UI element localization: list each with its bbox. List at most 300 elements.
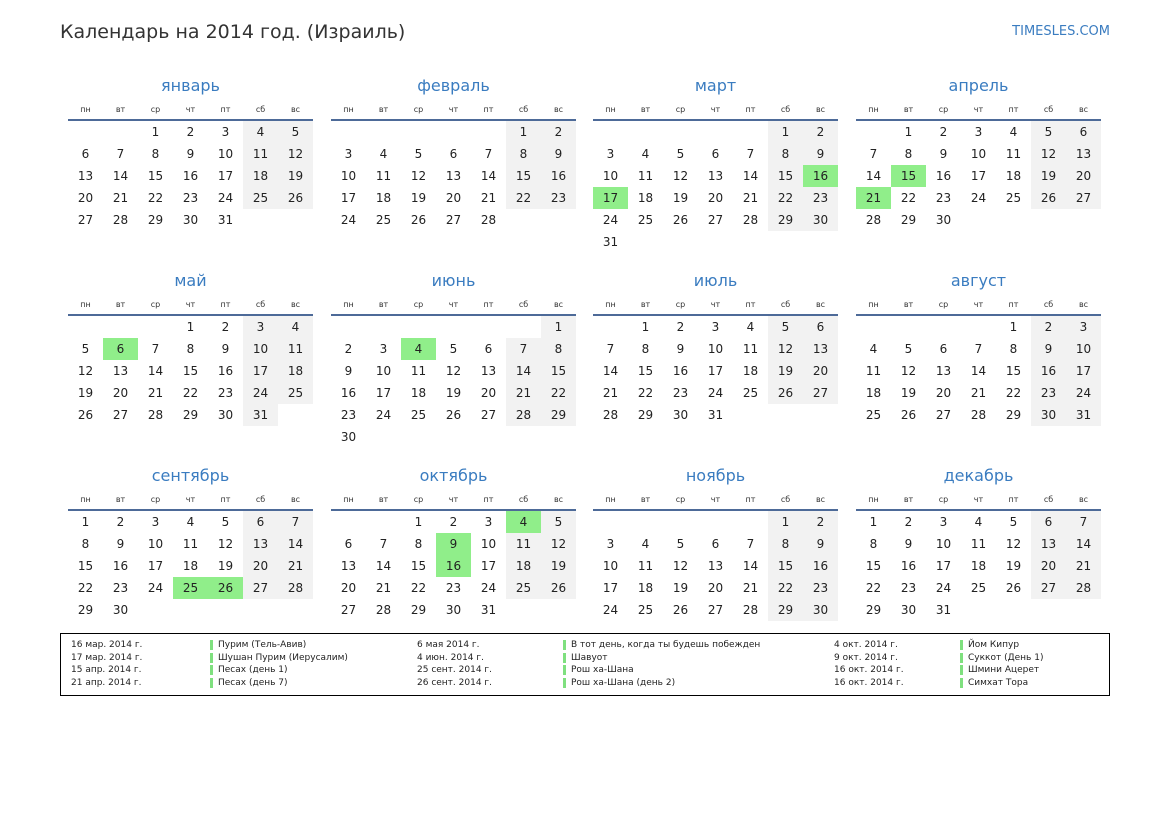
empty-day-cell: [138, 316, 173, 338]
month-name: сентябрь: [151, 466, 230, 485]
weekday-header-row: [68, 103, 313, 117]
empty-day-cell: [278, 209, 313, 231]
day-cell: 30: [935, 213, 952, 227]
day-cell: 20: [112, 386, 129, 400]
weekday-label: сб: [1043, 495, 1054, 504]
week-row: [68, 533, 313, 555]
day-cell: 3: [1066, 316, 1101, 338]
day-cell: 5: [904, 342, 913, 356]
day-cell: 27: [77, 213, 94, 227]
weekday-label: пт: [483, 300, 494, 309]
day-cell: 12: [672, 559, 689, 573]
empty-day-cell: [401, 121, 436, 143]
holiday-day-cell: 21: [856, 187, 891, 209]
weekday-label: пт: [220, 105, 231, 114]
empty-day-cell: [366, 426, 401, 448]
day-cell: 6: [711, 537, 720, 551]
month-block: [68, 269, 313, 455]
week-row: [593, 533, 838, 555]
weekday-header-row: [68, 493, 313, 507]
day-cell: 8: [1009, 342, 1018, 356]
weekday-label: пт: [1008, 105, 1019, 114]
day-cell: 8: [768, 143, 803, 165]
day-cell: 22: [182, 386, 199, 400]
holiday-marker: [960, 665, 963, 675]
legend-row: [834, 664, 1043, 677]
weekday-label: сб: [780, 300, 791, 309]
weekday-label: пт: [220, 300, 231, 309]
site-link[interactable]: TIMESLES.COM: [1012, 24, 1110, 39]
day-cell: 23: [445, 581, 462, 595]
weekday-label: сб: [255, 105, 266, 114]
day-cell: 5: [81, 342, 90, 356]
weekday-label: пн: [80, 105, 91, 114]
day-cell: 3: [606, 147, 615, 161]
week-row: [593, 338, 838, 360]
day-cell: 16: [900, 559, 917, 573]
day-cell: 8: [641, 342, 650, 356]
empty-day-cell: [891, 316, 926, 338]
day-cell: 17: [243, 360, 278, 382]
day-cell: 3: [939, 515, 948, 529]
weekday-header-row: [856, 493, 1101, 507]
day-cell: 7: [746, 147, 755, 161]
holiday-marker: [210, 665, 213, 675]
day-cell: 1: [1009, 320, 1018, 334]
week-row: [331, 338, 576, 360]
empty-day-cell: [996, 209, 1031, 231]
day-grid: [856, 121, 1101, 231]
day-cell: 25: [243, 187, 278, 209]
weekday-label: чт: [185, 300, 196, 309]
day-cell: 16: [1031, 360, 1066, 382]
weekday-label: ср: [150, 300, 161, 309]
holiday-day-cell: 16: [436, 555, 471, 577]
day-cell: 26: [1031, 187, 1066, 209]
day-cell: 4: [641, 537, 650, 551]
day-cell: 18: [243, 165, 278, 187]
day-cell: 24: [970, 191, 987, 205]
day-cell: 25: [637, 603, 654, 617]
day-cell: 16: [935, 169, 952, 183]
holiday-day-cell: 4: [401, 338, 436, 360]
day-cell: 26: [77, 408, 94, 422]
empty-day-cell: [961, 316, 996, 338]
day-cell: 20: [77, 191, 94, 205]
day-cell: 21: [506, 382, 541, 404]
holiday-name: Пурим (Тель-Авив): [218, 640, 307, 650]
weekday-label: сб: [518, 105, 529, 114]
weekday-label: вт: [378, 300, 389, 309]
month-block: [856, 74, 1101, 260]
weekday-label: чт: [185, 495, 196, 504]
day-cell: 15: [637, 364, 654, 378]
holiday-day-cell: 25: [173, 577, 208, 599]
empty-day-cell: [803, 404, 838, 426]
day-cell: 15: [541, 360, 576, 382]
day-cell: 5: [676, 147, 685, 161]
week-row: [68, 209, 313, 231]
holiday-name: В тот день, когда ты будешь побежден: [571, 640, 761, 650]
day-cell: 15: [182, 364, 199, 378]
day-cell: 2: [676, 320, 685, 334]
day-cell: 29: [1005, 408, 1022, 422]
day-cell: 24: [480, 581, 497, 595]
day-cell: 25: [742, 386, 759, 400]
month-block: [331, 269, 576, 455]
weekday-header-row: [593, 493, 838, 507]
day-cell: 11: [278, 338, 313, 360]
day-cell: 12: [410, 169, 427, 183]
holiday-day-cell: 16: [803, 165, 838, 187]
day-cell: 28: [112, 213, 129, 227]
empty-day-cell: [698, 231, 733, 253]
day-cell: 7: [278, 511, 313, 533]
legend-row: [834, 652, 1043, 665]
legend-row: [834, 677, 1043, 690]
legend-row: [71, 664, 348, 677]
weekday-label: вт: [903, 300, 914, 309]
holiday-marker: [563, 640, 566, 650]
day-cell: 19: [672, 191, 689, 205]
day-cell: 10: [602, 559, 619, 573]
weekday-label: вт: [378, 495, 389, 504]
day-cell: 5: [221, 515, 230, 529]
weekday-label: вт: [640, 300, 651, 309]
day-cell: 15: [147, 169, 164, 183]
day-cell: 10: [340, 169, 357, 183]
day-cell: 25: [410, 408, 427, 422]
week-row: [593, 599, 838, 621]
day-cell: 10: [970, 147, 987, 161]
day-cell: 25: [506, 577, 541, 599]
holiday-date: 21 апр. 2014 г.: [71, 677, 142, 688]
holiday-marker: [210, 678, 213, 688]
day-cell: 19: [445, 386, 462, 400]
holiday-marker: [210, 640, 213, 650]
day-cell: 21: [742, 581, 759, 595]
day-cell: 21: [742, 191, 759, 205]
month-name: август: [950, 271, 1007, 290]
empty-day-cell: [436, 316, 471, 338]
day-cell: 22: [410, 581, 427, 595]
week-row: [856, 121, 1101, 143]
holiday-day-cell: 4: [506, 511, 541, 533]
week-row: [331, 382, 576, 404]
day-cell: 12: [217, 537, 234, 551]
month-block: [68, 74, 313, 260]
week-row: [331, 143, 576, 165]
day-cell: 10: [602, 169, 619, 183]
weekday-label: чт: [710, 495, 721, 504]
weekday-label: пн: [343, 495, 354, 504]
weekday-label: сб: [518, 495, 529, 504]
day-cell: 2: [1031, 316, 1066, 338]
empty-day-cell: [961, 209, 996, 231]
day-cell: 5: [1009, 515, 1018, 529]
day-cell: 26: [768, 382, 803, 404]
holiday-marker: [563, 653, 566, 663]
week-row: [331, 209, 576, 231]
day-cell: 3: [344, 147, 353, 161]
weekday-label: пн: [605, 495, 616, 504]
empty-day-cell: [366, 121, 401, 143]
day-grid: [331, 121, 576, 231]
weekday-label: пт: [1008, 300, 1019, 309]
day-cell: 27: [707, 603, 724, 617]
weekday-label: пт: [745, 105, 756, 114]
weekday-label: пн: [80, 495, 91, 504]
day-cell: 3: [151, 515, 160, 529]
day-cell: 16: [112, 559, 129, 573]
day-cell: 10: [707, 342, 724, 356]
holiday-name: Шмини Ацерет: [968, 665, 1040, 675]
weekday-label: пт: [483, 105, 494, 114]
holiday-legend: [60, 633, 1110, 696]
day-cell: 16: [182, 169, 199, 183]
week-row: [856, 360, 1101, 382]
empty-day-cell: [768, 404, 803, 426]
day-cell: 25: [375, 213, 392, 227]
day-cell: 30: [672, 408, 689, 422]
day-cell: 3: [243, 316, 278, 338]
week-row: [593, 231, 838, 253]
day-cell: 11: [637, 169, 654, 183]
week-row: [593, 360, 838, 382]
week-row: [331, 121, 576, 143]
day-cell: 11: [243, 143, 278, 165]
day-cell: 9: [344, 364, 353, 378]
day-cell: 18: [865, 386, 882, 400]
week-row: [68, 316, 313, 338]
holiday-name: Песах (день 7): [218, 677, 288, 688]
weekday-label: вт: [903, 105, 914, 114]
week-row: [331, 165, 576, 187]
day-cell: 22: [637, 386, 654, 400]
weekday-label: вт: [640, 495, 651, 504]
day-cell: 30: [803, 599, 838, 621]
week-row: [593, 511, 838, 533]
week-row: [856, 533, 1101, 555]
week-row: [593, 382, 838, 404]
day-cell: 26: [445, 408, 462, 422]
holiday-day-cell: 17: [593, 187, 628, 209]
day-cell: 12: [278, 143, 313, 165]
day-cell: 23: [340, 408, 357, 422]
day-cell: 20: [1066, 165, 1101, 187]
day-cell: 17: [602, 581, 619, 595]
day-cell: 8: [768, 533, 803, 555]
day-cell: 7: [974, 342, 983, 356]
weekday-label: вс: [290, 495, 301, 504]
day-cell: 22: [541, 382, 576, 404]
weekday-label: вс: [1078, 495, 1089, 504]
week-row: [856, 511, 1101, 533]
weekday-label: вс: [290, 300, 301, 309]
day-cell: 1: [506, 121, 541, 143]
day-cell: 31: [1066, 404, 1101, 426]
month-name: июнь: [431, 271, 476, 290]
day-cell: 6: [1066, 121, 1101, 143]
day-cell: 4: [641, 147, 650, 161]
day-cell: 9: [676, 342, 685, 356]
holiday-name: Песах (день 1): [218, 665, 288, 675]
legend-row: [417, 664, 760, 677]
day-cell: 16: [803, 555, 838, 577]
day-cell: 9: [803, 143, 838, 165]
page-title: Календарь на 2014 год. (Израиль): [60, 21, 406, 43]
empty-day-cell: [471, 426, 506, 448]
weekday-label: пн: [605, 105, 616, 114]
day-cell: 29: [541, 404, 576, 426]
day-cell: 19: [672, 581, 689, 595]
day-cell: 9: [803, 533, 838, 555]
day-cell: 21: [480, 191, 497, 205]
day-cell: 8: [81, 537, 90, 551]
day-cell: 27: [1031, 577, 1066, 599]
day-cell: 1: [414, 515, 423, 529]
empty-day-cell: [996, 599, 1031, 621]
day-cell: 22: [147, 191, 164, 205]
day-cell: 10: [217, 147, 234, 161]
day-cell: 6: [344, 537, 353, 551]
day-cell: 24: [707, 386, 724, 400]
day-cell: 30: [340, 430, 357, 444]
week-row: [68, 143, 313, 165]
day-cell: 1: [904, 125, 913, 139]
day-cell: 8: [414, 537, 423, 551]
week-row: [856, 209, 1101, 231]
week-row: [593, 404, 838, 426]
holiday-name: Йом Кипур: [968, 640, 1020, 650]
weekday-label: ср: [675, 300, 686, 309]
day-cell: 12: [541, 533, 576, 555]
day-cell: 23: [217, 386, 234, 400]
day-cell: 17: [217, 169, 234, 183]
month-name: апрель: [948, 76, 1009, 95]
day-cell: 31: [243, 404, 278, 426]
empty-day-cell: [506, 316, 541, 338]
day-cell: 11: [506, 533, 541, 555]
weekday-label: вт: [115, 105, 126, 114]
weekday-label: ср: [938, 495, 949, 504]
day-cell: 12: [77, 364, 94, 378]
weekday-label: вс: [290, 105, 301, 114]
week-row: [856, 599, 1101, 621]
month-block: [331, 464, 576, 650]
day-cell: 3: [221, 125, 230, 139]
week-row: [856, 555, 1101, 577]
day-cell: 4: [869, 342, 878, 356]
day-cell: 30: [1031, 404, 1066, 426]
weekday-label: пн: [80, 300, 91, 309]
day-cell: 10: [480, 537, 497, 551]
weekday-label: чт: [448, 495, 459, 504]
day-cell: 18: [637, 191, 654, 205]
weekday-label: вс: [553, 300, 564, 309]
day-cell: 13: [1066, 143, 1101, 165]
day-cell: 2: [449, 515, 458, 529]
day-cell: 28: [742, 603, 759, 617]
holiday-marker: [960, 653, 963, 663]
empty-day-cell: [1066, 209, 1101, 231]
day-cell: 8: [904, 147, 913, 161]
weekday-header-row: [331, 298, 576, 312]
day-cell: 8: [869, 537, 878, 551]
day-cell: 9: [904, 537, 913, 551]
empty-day-cell: [733, 121, 768, 143]
day-cell: 22: [77, 581, 94, 595]
day-cell: 14: [970, 364, 987, 378]
day-cell: 18: [1005, 169, 1022, 183]
weekday-label: ср: [413, 300, 424, 309]
day-cell: 1: [768, 511, 803, 533]
day-cell: 15: [865, 559, 882, 573]
week-row: [856, 404, 1101, 426]
day-cell: 16: [672, 364, 689, 378]
holiday-date: 9 окт. 2014 г.: [834, 652, 898, 663]
week-row: [593, 209, 838, 231]
weekday-label: ср: [675, 105, 686, 114]
day-cell: 11: [865, 364, 882, 378]
holiday-date: 15 апр. 2014 г.: [71, 665, 142, 675]
week-row: [68, 382, 313, 404]
day-cell: 6: [1031, 511, 1066, 533]
legend-row: [417, 652, 760, 665]
empty-day-cell: [208, 599, 243, 621]
empty-day-cell: [366, 511, 401, 533]
day-cell: 19: [768, 360, 803, 382]
day-cell: 13: [243, 533, 278, 555]
day-cell: 27: [1066, 187, 1101, 209]
day-cell: 20: [243, 555, 278, 577]
day-grid: [68, 121, 313, 231]
day-cell: 20: [935, 386, 952, 400]
day-cell: 17: [1066, 360, 1101, 382]
day-grid: [331, 511, 576, 621]
week-row: [593, 121, 838, 143]
empty-day-cell: [243, 599, 278, 621]
month-name: октябрь: [419, 466, 488, 485]
day-cell: 11: [742, 342, 759, 356]
holiday-marker: [563, 665, 566, 675]
day-cell: 9: [186, 147, 195, 161]
day-cell: 17: [147, 559, 164, 573]
day-cell: 2: [116, 515, 125, 529]
holiday-date: 17 мар. 2014 г.: [71, 652, 143, 663]
day-cell: 18: [637, 581, 654, 595]
day-cell: 10: [243, 338, 278, 360]
empty-day-cell: [506, 209, 541, 231]
empty-day-cell: [698, 511, 733, 533]
day-cell: 3: [974, 125, 983, 139]
week-row: [593, 555, 838, 577]
day-cell: 28: [742, 213, 759, 227]
day-grid: [856, 511, 1101, 621]
empty-day-cell: [733, 231, 768, 253]
day-cell: 14: [112, 169, 129, 183]
empty-day-cell: [768, 231, 803, 253]
weekday-label: сб: [780, 495, 791, 504]
day-cell: 31: [217, 213, 234, 227]
day-cell: 4: [974, 515, 983, 529]
day-cell: 23: [541, 187, 576, 209]
day-cell: 25: [637, 213, 654, 227]
day-cell: 10: [935, 537, 952, 551]
day-cell: 30: [803, 209, 838, 231]
day-cell: 14: [480, 169, 497, 183]
week-row: [331, 404, 576, 426]
